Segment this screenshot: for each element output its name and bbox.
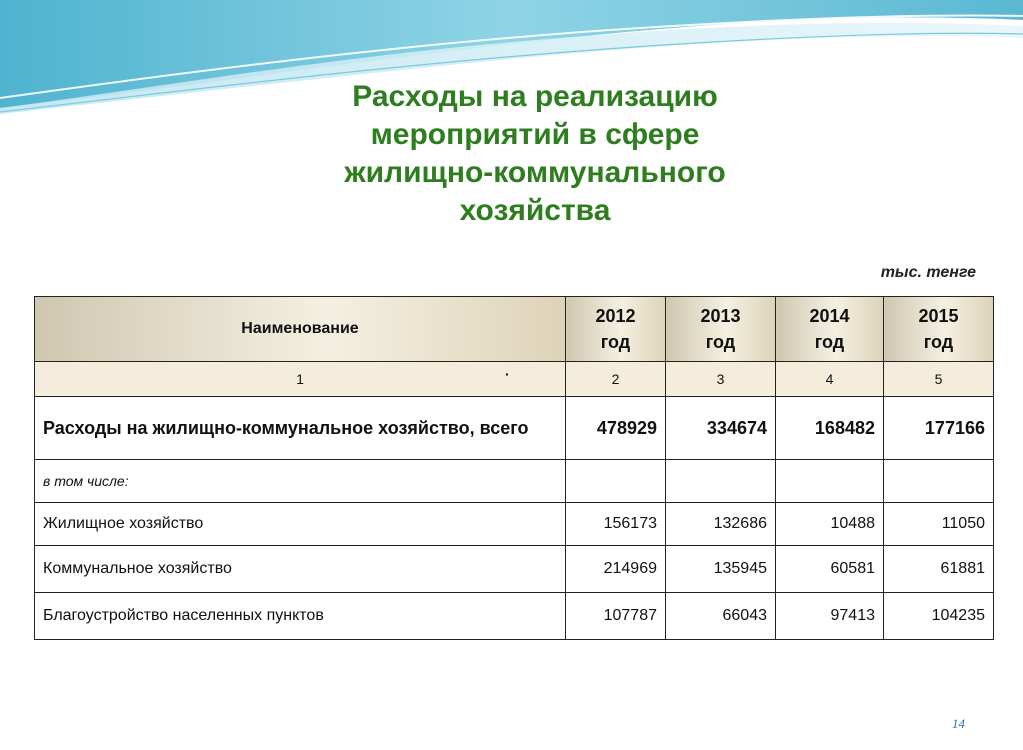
item-value: 132686 [666, 503, 776, 546]
header-name: Наименование [35, 297, 566, 362]
index-cell: 3 [666, 362, 776, 397]
index-cell: 5 [884, 362, 994, 397]
title-line: хозяйства [459, 194, 611, 227]
unit-label: тыс. тенге [880, 264, 976, 281]
item-value: 214969 [566, 546, 666, 593]
title-line: мероприятий в сфере [370, 118, 700, 151]
item-label: Коммунальное хозяйство [35, 546, 566, 593]
total-value: 334674 [666, 397, 776, 460]
item-value: 104235 [884, 593, 994, 640]
subheading-label: в том числе: [35, 460, 566, 503]
empty-cell [884, 460, 994, 503]
item-value: 10488 [776, 503, 884, 546]
empty-cell [566, 460, 666, 503]
item-value: 60581 [776, 546, 884, 593]
index-cell: 2 [566, 362, 666, 397]
index-value: 1 [296, 371, 304, 387]
table-row [35, 546, 994, 593]
header-year: 2013 год [666, 297, 776, 362]
table-row [35, 503, 994, 546]
table-row [35, 593, 994, 640]
expenses-table [34, 296, 994, 640]
header-row [35, 297, 994, 362]
page-number: 14 [952, 716, 965, 731]
total-label: Расходы на жилищно-коммунальное хозяйство, всего [35, 397, 566, 460]
total-value: 478929 [566, 397, 666, 460]
total-row [35, 397, 994, 460]
item-value: 61881 [884, 546, 994, 593]
slide-title [250, 78, 820, 230]
item-value: 97413 [776, 593, 884, 640]
index-cell: 4 [776, 362, 884, 397]
header-year: 2012 год [566, 297, 666, 362]
index-mark: · [505, 366, 510, 382]
item-value: 11050 [884, 503, 994, 546]
item-label: Жилищное хозяйство [35, 503, 566, 546]
empty-cell [666, 460, 776, 503]
item-value: 135945 [666, 546, 776, 593]
item-value: 107787 [566, 593, 666, 640]
title-line: Расходы на реализацию [352, 80, 718, 113]
title-line: жилищно-коммунального [344, 156, 726, 189]
subheading-row [35, 460, 994, 503]
item-value: 156173 [566, 503, 666, 546]
total-value: 177166 [884, 397, 994, 460]
header-year: 2014 год [776, 297, 884, 362]
header-year: 2015 год [884, 297, 994, 362]
item-value: 66043 [666, 593, 776, 640]
index-cell [35, 362, 566, 397]
total-value: 168482 [776, 397, 884, 460]
empty-cell [776, 460, 884, 503]
index-row [35, 362, 994, 397]
item-label: Благоустройство населенных пунктов [35, 593, 566, 640]
